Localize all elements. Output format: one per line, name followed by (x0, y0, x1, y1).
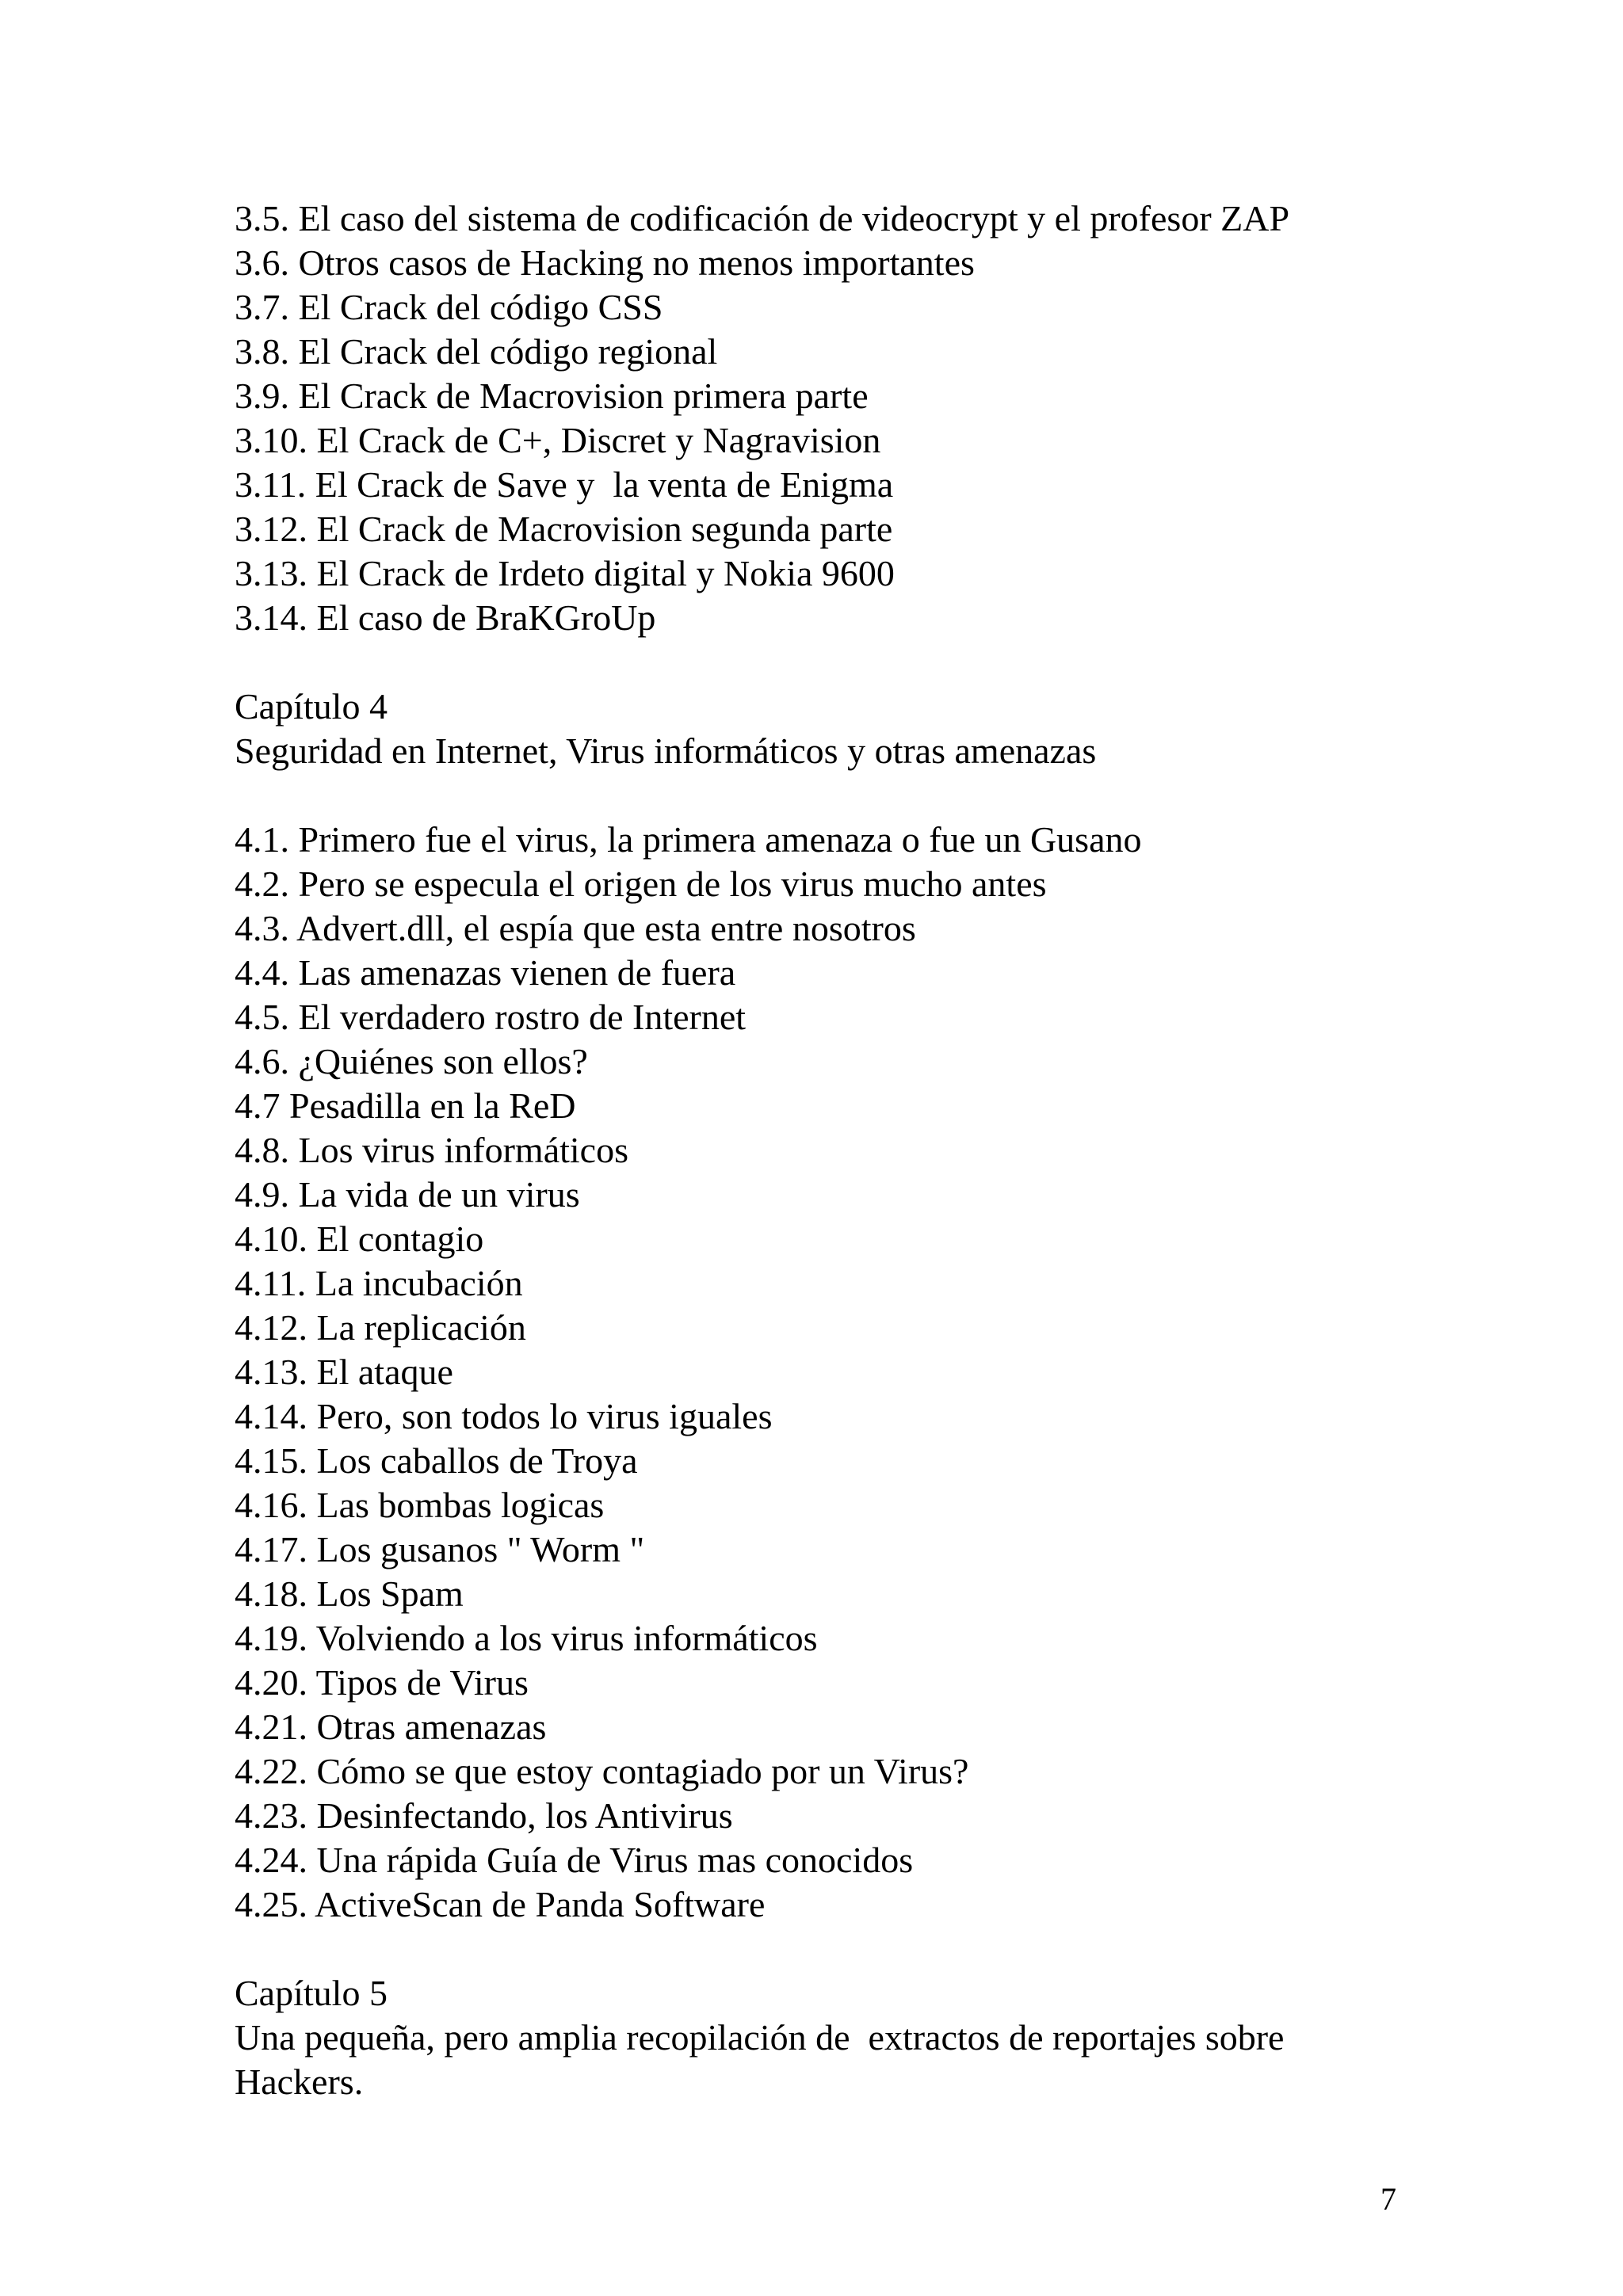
toc-entry-4-6: 4.6. ¿Quiénes son ellos? (235, 1041, 588, 1081)
toc-entry-4-17: 4.17. Los gusanos " Worm " (235, 1529, 645, 1569)
toc-entry-4-22: 4.22. Cómo se que estoy contagiado por un Virus? (235, 1751, 969, 1791)
toc-entry-4-20: 4.20. Tipos de Virus (235, 1662, 529, 1703)
toc-entry-4-19: 4.19. Volviendo a los virus informáticos (235, 1618, 818, 1658)
toc-entry-4-7: 4.7 Pesadilla en la ReD (235, 1085, 576, 1126)
chapter-5-label: Capítulo 5 (235, 1973, 388, 2013)
toc-entry-4-9: 4.9. La vida de un virus (235, 1174, 580, 1215)
chapter-5-heading (235, 1971, 1407, 2104)
chapter-4-label: Capítulo 4 (235, 686, 388, 727)
toc-entry-4-12: 4.12. La replicación (235, 1307, 526, 1348)
toc-entry-4-24: 4.24. Una rápida Guía de Virus mas conocidos (235, 1840, 914, 1880)
chapter-5-title-line-1: Una pequeña, pero amplia recopilación de extractos de reportajes sobre (235, 2017, 1285, 2058)
toc-entry-4-10: 4.10. El contagio (235, 1219, 484, 1259)
toc-entry-3-10: 3.10. El Crack de C+, Discret y Nagravision (235, 420, 881, 460)
toc-entry-3-14: 3.14. El caso de BraKGroUp (235, 597, 656, 638)
toc-entry-3-5: 3.5. El caso del sistema de codificación de videocrypt y el profesor ZAP (235, 198, 1290, 238)
toc-entry-4-3: 4.3. Advert.dll, el espía que esta entre nosotros (235, 908, 916, 948)
chapter-4-title: Seguridad en Internet, Virus informáticos y otras amenazas (235, 730, 1097, 771)
toc-entry-4-4: 4.4. Las amenazas vienen de fuera (235, 952, 736, 993)
toc-entry-4-11: 4.11. La incubación (235, 1263, 523, 1303)
section-3-list (235, 196, 1407, 640)
spacer (235, 773, 1407, 818)
page-number: 7 (1381, 2181, 1396, 2217)
toc-entry-4-13: 4.13. El ataque (235, 1352, 453, 1392)
spacer (235, 1927, 1407, 1971)
table-of-contents (235, 196, 1407, 2104)
toc-entry-3-11: 3.11. El Crack de Save y la venta de Enigma (235, 464, 894, 505)
toc-entry-4-21: 4.21. Otras amenazas (235, 1707, 547, 1747)
toc-entry-4-14: 4.14. Pero, son todos lo virus iguales (235, 1396, 773, 1436)
toc-entry-4-16: 4.16. Las bombas logicas (235, 1485, 605, 1525)
toc-entry-4-8: 4.8. Los virus informáticos (235, 1130, 628, 1170)
toc-entry-4-23: 4.23. Desinfectando, los Antivirus (235, 1795, 733, 1836)
toc-entry-3-8: 3.8. El Crack del código regional (235, 331, 718, 372)
chapter-5-title-line-2: Hackers. (235, 2061, 364, 2102)
toc-entry-4-1: 4.1. Primero fue el virus, la primera amenaza o fue un Gusano (235, 819, 1142, 860)
section-4-list (235, 818, 1407, 1927)
spacer (235, 640, 1407, 685)
toc-entry-4-5: 4.5. El verdadero rostro de Internet (235, 997, 747, 1037)
toc-entry-3-7: 3.7. El Crack del código CSS (235, 287, 663, 327)
chapter-4-heading (235, 685, 1407, 773)
toc-entry-4-15: 4.15. Los caballos de Troya (235, 1440, 638, 1481)
toc-entry-3-13: 3.13. El Crack de Irdeto digital y Nokia 9600 (235, 553, 895, 593)
toc-entry-4-18: 4.18. Los Spam (235, 1573, 464, 1614)
toc-entry-3-12: 3.12. El Crack de Macrovision segunda parte (235, 509, 893, 549)
toc-entry-4-25: 4.25. ActiveScan de Panda Software (235, 1884, 766, 1924)
toc-entry-4-2: 4.2. Pero se especula el origen de los virus mucho antes (235, 864, 1047, 904)
toc-entry-3-6: 3.6. Otros casos de Hacking no menos importantes (235, 242, 975, 283)
toc-entry-3-9: 3.9. El Crack de Macrovision primera parte (235, 376, 869, 416)
